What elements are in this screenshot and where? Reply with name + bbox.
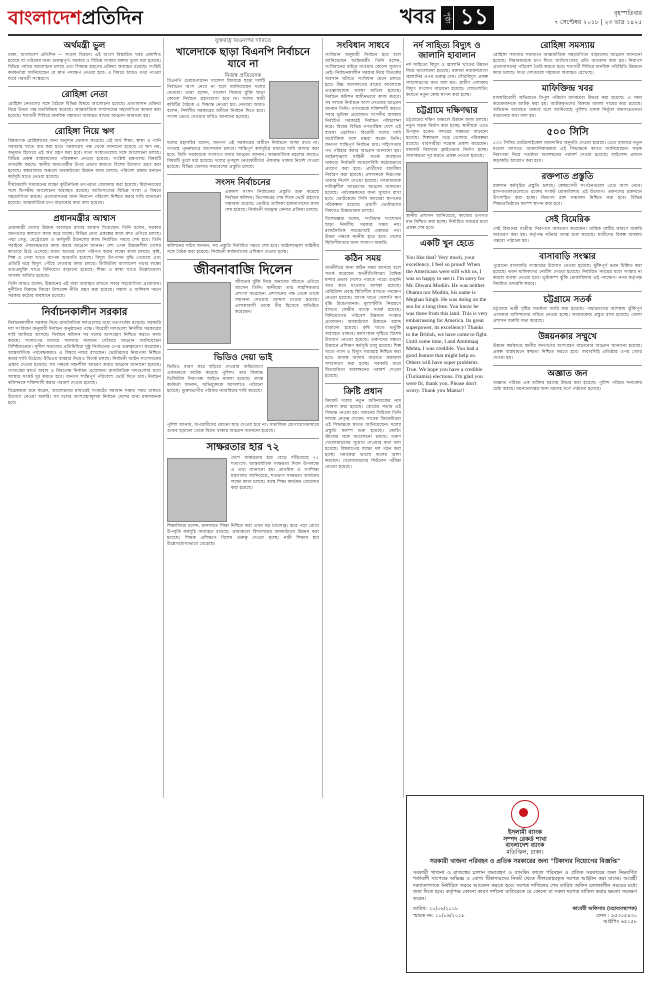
- section-name: খবর: [400, 3, 436, 28]
- article-text: রোহিঙ্গা সমস্যার সমাধানে আন্তর্জাতিক সহযোগিতা বাড়ানোর আহ্বান জানানো হয়েছে। মিয়ানমারকে চাপ দিতে জাতিসংঘের প্রতি আবেদন করা হয়। নিরাপদ প্রত্যাবাসনের পরিবেশ তৈরি করতে হবে। শরণার্থী শিবিরে মানবিক পরিস্থিতি উন্নয়নে কাজ চলছে। দাতা দেশগুলো সহায়তা অব্যাহত রেখেছে।: [493, 53, 642, 76]
- ad-dept: বাংলাদেশ ব্যাংক: [505, 842, 545, 849]
- article-text: সংবিধান অনুযায়ী নির্বাচন হবে বলে জানিয়েছেন আইনমন্ত্রী। তিনি বলেন, সংবিধানের বাইরে যাওয়ার কোনো সুযোগ নেই। নির্বাচনকালীন সরকার নিয়ে বিতর্কের অবসান ঘটাতে সংবিধান মেনে চলতে হবে। উচ্চ আদালতের রায়ের আলোকে তত্ত্বাবধায়ক ব্যবস্থা বাতিল হয়েছে। নির্বাচন কমিশন স্বাধীনভাবে কাজ করবে। সব দলকে নির্বাচনে অংশ নেওয়ার আহ্বান জানান তিনি। গণতন্ত্রকে শক্তিশালী করতে সবার ভূমিকা প্রয়োজন। সংসদীয় ব্যবস্থায় নির্বাচিত সরকারই নির্বাচন পরিচালনা করে। বিশ্বের বিভিন্ন গণতান্ত্রিক দেশে এই ব্যবস্থা প্রচলিত। বিরোধী দলের দাবি অযৌক্তিক বলে মন্তব্য করেন তিনি। জনগণ শান্তিপূর্ণ নির্বাচন চায়। সহিংসতার পথ পরিহার করার আহ্বান জানানো হয়। আইনশৃঙ্খলা বাহিনী সতর্ক অবস্থানে থাকবে। নির্বাচনী আচরণবিধি কঠোরভাবে প্রয়োগ করা হবে। প্রার্থীদের ব্যয়সীমা নির্ধারণ করা হয়েছে। প্রশাসনকে নিরপেক্ষ থাকার নির্দেশ দেওয়া হয়েছে। গণমাধ্যমকে দায়িত্বশীল আচরণের আহ্বান জানানো হয়েছে। পর্যবেক্ষকদের জন্য সুযোগ রাখা হবে। ভোটকেন্দ্রে সিসি ক্যামেরা স্থাপনের পরিকল্পনা রয়েছে। প্রবাসী ভোটারদের বিষয়েও চিন্তাভাবনা চলছে।: [325, 53, 401, 214]
- ref-label: স্মারক নং: [413, 912, 432, 919]
- article-text: জীবনের ঝুঁকি নিয়ে অন্যদের বাঁচাতে এগিয়ে আসেন তিনি। স্থানীয়রা তার সাহসিকতার প্রশংসা করেছেন। প্রশাসনের পক্ষ থেকে তাকে সম্মাননা দেওয়ার ঘোষণা দেওয়া হয়েছে। এলাকাবাসী তাকে বীর হিসেবে অভিহিত করেছেন।: [235, 280, 319, 315]
- ad-org: ইসলামী ব্যাংক: [507, 829, 543, 836]
- column-divider: [322, 38, 323, 798]
- article-text: কমিশনের সচিব জানান, সব প্রস্তুতি নির্ধারিত সময়ে শেষ হবে। আইনশৃঙ্খলা বাহিনীর সঙ্গে বৈঠক করা হয়েছে। নির্বাচনী কর্মকর্তাদের প্রশিক্ষণ দেওয়া হচ্ছে।: [167, 244, 319, 255]
- headline[interactable]: নর্দ সাহিত্য বিদ্যুৎ ও জালানি হাবালান: [413, 41, 481, 61]
- ad-branch: সম্পদ রেকর্ড শাখা: [503, 835, 547, 843]
- headline[interactable]: রোহিঙ্গা সমস্যায়: [540, 41, 595, 51]
- article-text: ৫০০ সিসির মোটরসাইকেল আমদানির অনুমতি দেওয়া হয়েছে। এতে বাজারে নতুন মডেল আসবে। আমদানিকারকরা এই সিদ্ধান্তকে স্বাগত জানিয়েছেন। সড়ক নিরাপত্তা নিয়ে সতর্কতা অবলম্বনের পরামর্শ দেওয়া হয়েছে। লাইসেন্স প্রদানে কড়াকড়ি আরোপ করা হবে।: [493, 141, 642, 164]
- article-text: প্রধানমন্ত্রী দেশের উন্নয়ন অব্যাহত রাখার আশ্বাস দিয়েছেন। তিনি বলেন, সরকার জনগণের কল্যাণে কাজ করে যাচ্ছে। বিভিন্ন মেগা প্রকল্পের কাজ দ্রুত এগিয়ে চলছে। পদ্মা সেতু, মেট্রোরেল ও কর্ণফুলী টানেলের কাজ নির্ধারিত সময়ে শেষ হবে। তিনি সবাইকে ঐক্যবদ্ধভাবে কাজ করার আহ্বান জানান। দেশ এখন উন্নয়নশীল দেশের কাতারে উঠে এসেছে। মধ্যম আয়ের দেশে পরিণত করার লক্ষ্যে কাজ চলছে। কৃষি, শিল্প ও সেবা খাতে ব্যাপক অগ্রগতি হয়েছে। বিদ্যুৎ উৎপাদন বৃদ্ধি পেয়েছে এবং প্রতিটি ঘরে বিদ্যুৎ পৌঁছে দেওয়ার কাজ চলছে। ডিজিটাল বাংলাদেশ গড়ার লক্ষ্যে তথ্যপ্রযুক্তি খাতে বিনিয়োগ বাড়ানো হয়েছে। শিক্ষা ও স্বাস্থ্য খাতে উল্লেখযোগ্য সাফল্য অর্জিত হয়েছে।: [8, 226, 161, 279]
- article-text: ক্রিকেট দলের নতুন অধিনায়কের নাম ঘোষণা করা হয়েছে। বোর্ডের সভায় এই সিদ্ধান্ত নেওয়া হয়। সামনের সিরিজে তিনি দলকে নেতৃত্ব দেবেন। সাবেক ক্রিকেটাররা এই সিদ্ধান্তকে স্বাগত জানিয়েছেন। দলের প্রস্তুতি ক্যাম্প শুরু হয়েছে। কোচিং স্টাফের সঙ্গে আলোচনা চলছে। তরুণ খেলোয়াড়দের সুযোগ দেওয়ার কথা বলা হয়েছে। বিশ্বকাপের লক্ষ্যে দল গঠন করা হচ্ছে। সমর্থকরা ভালো ফলের আশা করছেন। খেলোয়াড়দের ফিটনেস পরীক্ষা নেওয়া হয়েছে।: [325, 399, 401, 470]
- day: বৃহস্পতিবার: [614, 10, 642, 17]
- article-text: নির্বাচনকালীন সরকার নিয়ে রাজনৈতিক দলগুলোর মধ্যে মতপার্থক্য রয়েছে। সরকারি দল সংবিধান অনুযায়ী নির্বাচন অনুষ্ঠানের পক্ষে। বিরোধী দলগুলো নির্দলীয় সরকারের দাবি জানিয়ে আসছে। নির্বাচন কমিশন সব দলের অংশগ্রহণ নিশ্চিত করতে কাজ করছে। সংলাপের মাধ্যমে সমস্যার সমাধান খোঁজার আহ্বান জানিয়েছেন বিশিষ্টজনেরা। সুশীল সমাজের প্রতিনিধিরা সুষ্ঠু নির্বাচনের ওপর গুরুত্বারোপ করেছেন। আন্তর্জাতিক পর্যবেক্ষকরাও এ বিষয়ে নজর রাখছেন। ভোটারদের নিরাপত্তা নিশ্চিত করার দাবি উঠেছে। ইভিএম ব্যবহার নিয়েও বিতর্ক চলছে। নির্বাচনী আইন সংশোধনের প্রস্তাব দেওয়া হয়েছে। সব পক্ষকে সহনশীল আচরণ করার আহ্বান জানানো হয়েছে। গণতন্ত্রের স্বার্থে অবাধ ও নিরপেক্ষ নির্বাচন প্রয়োজন। রাজনৈতিক দলগুলোর মধ্যে আস্থার সংকট দূর করতে হবে। জনগণ শান্তিপূর্ণ পরিবেশে ভোট দিতে চায়। নির্বাচন কমিশনকে শক্তিশালী করার পরামর্শ দেওয়া হয়েছে।: [8, 321, 161, 386]
- article-text: পুলিশ জানায়, অপরাধীদের কোনো ছাড় দেওয়া হবে না। সামাজিক যোগাযোগমাধ্যমে গুজব ছড়ানো থেকে বিরত থাকার আহ্বান জানানো হয়েছে।: [167, 423, 319, 434]
- lead-headline[interactable]: খালেদাকে ছাড়া বিএনপি নির্বাচনে যাবে না: [176, 47, 310, 70]
- article-text: রোহিঙ্গা নেতাদের সঙ্গে বৈঠকে বিভিন্ন বিষয়ে আলোচনা হয়েছে। প্রত্যাবাসন প্রক্রিয়া নিয়ে উভয় পক্ষ মতবিনিময় করেছে। আন্তর্জাতিক সম্প্রদায়ের সহযোগিতা কামনা করা হয়েছে। শরণার্থী শিবিরে মানবিক সহায়তা অব্যাহত রাখার আহ্বান জানানো হয়।: [8, 102, 161, 119]
- section-header: [400, 3, 550, 30]
- article-text: উন্নয়ন কর্মকাণ্ডে স্থানীয় জনগণের অংশগ্রহণ বাড়ানোর আহ্বান জানানো হয়েছে। প্রকল্প বাস্তবায়নে স্বচ্ছতা নিশ্চিত করতে হবে। জবাবদিহি প্রতিষ্ঠার ওপর জোর দেওয়া হয়।: [493, 344, 642, 361]
- article-text: বিশ্লেষকরা মনে করেন, আলোচনার মাধ্যমেই সংকটের সমাধান সম্ভব। সময় থাকতে উদ্যোগ নেওয়া জরুরি। সব দলের অংশগ্রহণমূলক নির্বাচন দেশের জন্য মঙ্গলজনক হবে।: [8, 389, 161, 406]
- ad-title: সরকারী খাজনা পরিবহন ও প্রতিক সরকারের জন্য "টিকাদার নিয়োগের বিজ্ঞপ্তি": [429, 858, 621, 865]
- article-text: পুরোনো বাসাবাড়ি সংস্কারের উদ্যোগ নেওয়া হয়েছে। ঝুঁকিপূর্ণ ভবন চিহ্নিত করা হয়েছে। ভবন মালিকদের নোটিশ দেওয়া হয়েছে। নির্ধারিত সময়ের মধ্যে সংস্কার না করলে ব্যবস্থা নেওয়া হবে। ভূমিকম্প ঝুঁকি মোকাবিলায় এই পদক্ষেপ। নগর কর্তৃপক্ষ নিয়মিত তদারকি করবে।: [493, 264, 642, 287]
- article-text: স্থানীয় প্রশাসন জানিয়েছে, কাজের গুণগত মান নিশ্চিত করা হচ্ছে। নির্ধারিত সময়ের মধ্যে প্রকল্প শেষ হবে।: [406, 214, 488, 231]
- headline[interactable]: প্রধানমন্ত্রীর আশ্বাস: [53, 214, 116, 224]
- column-4: [406, 38, 642, 790]
- column-divider: [163, 38, 164, 798]
- article-text: বিশ্বব্যাংক রোহিঙ্গাদের জন্য অনুদান ঘোষণা করেছে। এই অর্থ শিক্ষা, স্বাস্থ্য ও পানি সরবরাহ খাতে ব্যয় করা হবে। সরকারের পক্ষ থেকে জানানো হয়েছে যে ঋণ নয়, অনুদান হিসেবে এই অর্থ গ্রহণ করা হবে। দাতা সংস্থাগুলোর সঙ্গে আলোচনা চলছে। বিভিন্ন প্রকল্প বাস্তবায়নের পরিকল্পনা নেওয়া হয়েছে। সংশ্লিষ্ট মন্ত্রণালয় বিষয়টি তদারকি করছে। স্থানীয় জনগোষ্ঠীর উপর প্রভাব কমাতে বিশেষ উদ্যোগ গ্রহণ করা হয়েছে। কক্সবাজার অঞ্চলে অবকাঠামো উন্নয়ন কাজ চলছে। পরিবেশ রক্ষায় বনায়ন কর্মসূচি হাতে নেওয়া হয়েছে।: [8, 139, 161, 180]
- page-number: ১১: [454, 6, 494, 30]
- headline[interactable]: কঠিন সময়: [344, 254, 382, 264]
- article-text: দলের মহাসচিব বলেন, জনগণ এই সরকারের অধীনে নির্বাচনে আস্থা রাখে না। গণতন্ত্র পুনরুদ্ধারে আন্দোলন চলবে। শান্তিপূর্ণ কর্মসূচির মাধ্যমে দাবি আদায় করা হবে। তিনি সরকারকে সংলাপে বসার আহ্বান জানান। আন্তর্জাতিক মহলের কাছেও বিষয়টি তুলে ধরা হয়েছে। দলের তৃণমূল নেতাকর্মীদের ঐক্যবদ্ধ থাকার নির্দেশ দেওয়া হয়েছে। বিভিন্ন জেলায় সমাবেশের প্রস্তুতি চলছে।: [167, 141, 319, 170]
- article-text: শিক্ষাবিদরা বলেন, মানসম্মত শিক্ষা নিশ্চিত করা এখন বড় চ্যালেঞ্জ। ঝরে পড়া রোধে উপবৃত্তি কর্মসূচি অব্যাহত রয়েছে। গ্রামাঞ্চলে বিদ্যালয়ের অবকাঠামো উন্নয়ন করা হয়েছে। শিক্ষক প্রশিক্ষণে বিশেষ গুরুত্ব দেওয়া হচ্ছে। নারী শিক্ষার হার উল্লেখযোগ্যভাবে বেড়েছে।: [167, 524, 319, 547]
- headline[interactable]: রোহিঙ্গা নেতা: [61, 90, 108, 100]
- article-text: নর্দ সাহিত্যে বিদ্যুৎ ও জ্বালানি খাতের উন্নয়ন নিয়ে আলোচনা হয়েছে। বক্তারা নবায়নযোগ্য জ্বালানির ওপর গুরুত্ব দেন। সৌরবিদ্যুৎ প্রকল্প সম্প্রসারণের কথা বলা হয়। গ্রামীণ এলাকায় বিদ্যুৎ সংযোগ বাড়ানো হয়েছে। লোডশেডিং কমাতে নতুন কেন্দ্র স্থাপন করা হচ্ছে।: [406, 63, 488, 98]
- article-text: চট্টগ্রামের দক্ষিণ অঞ্চলে উন্নয়ন কাজ চলছে। নতুন সড়ক নির্মাণ করা হচ্ছে। স্থানীয়রা এতে উপকৃত হবেন। বন্দরের সক্ষমতা বাড়ানো হয়েছে। শিল্পাঞ্চল গড়ে তোলার পরিকল্পনা রয়েছে। ব্যবসায়ীরা সন্তোষ প্রকাশ করেছেন। যানজট নিরসনে ফ্লাইওভার নির্মাণ হচ্ছে। জলাবদ্ধতা দূর করতে প্রকল্প নেওয়া হয়েছে।: [406, 118, 488, 159]
- article-text: রক্তদান কর্মসূচির প্রস্তুতি চলছে। স্বেচ্ছাসেবী সংগঠনগুলো এতে অংশ নেবে। হাসপাতালগুলোতে রক্তের সংকট মোকাবিলায় এই উদ্যোগ। তরুণদের রক্তদানে উৎসাহিত করা হচ্ছে। নিরাপদ রক্ত সঞ্চালন নিশ্চিত করা হবে। বিভিন্ন শিক্ষাপ্রতিষ্ঠানে ক্যাম্প স্থাপন করা হবে।: [493, 184, 642, 207]
- headline[interactable]: সেই বিমেরিক: [545, 215, 590, 225]
- headline[interactable]: ৫০০ সিসি: [546, 127, 589, 138]
- ad-city: মতিঝিল, ঢাকা।: [506, 848, 544, 856]
- column-divider: [403, 38, 404, 798]
- ad-notice: সরকারী খাজনা ও রাজস্বের চালান জমাগ্রহণ ও ব্যাংকিং কাজে পরিবহন ও প্রতিক সরকারের জন্য নিম্নবর্ণিত শর্তাবলী সাপেক্ষে অভিজ্ঞ ও যোগ্য টিকাদারদের নিকট থেকে সীলমোহরকৃত দরপত্র আহ্বান করা যাচ্ছে। আগ্রহী দরদাতাগণকে নির্ধারিত ফরমে আবেদন করতে হবে। দরপত্র দাখিলের শেষ তারিখ অফিস চলাকালীন সময়ের মধ্যে জমা দিতে হবে। কর্তৃপক্ষ কোনো কারণ দর্শানো ব্যতিরেকে যে কোনো বা সকল দরপত্র বাতিল করার ক্ষমতা সংরক্ষণ করেন।: [413, 869, 637, 902]
- news-photo: [167, 192, 221, 242]
- byline: নিজস্ব প্রতিবেদক: [224, 73, 262, 79]
- news-photo: [269, 81, 319, 139]
- news-photo: [267, 367, 319, 421]
- page-label: পৃষ্ঠা: [441, 6, 453, 30]
- ad-phone: ফোন : ৯৫৩০৫৪৩০: [596, 912, 637, 919]
- ad-signer: কার্যেরী অফিসার (মহাব্যবস্থাপক): [572, 906, 637, 912]
- headline[interactable]: অর্থমন্ত্রী ভুল: [63, 41, 106, 51]
- column-3: [325, 38, 401, 853]
- headline[interactable]: একটি খুন হেতে: [420, 239, 474, 249]
- article-text: একাদশ সংসদ নির্বাচনের প্রস্তুতি শুরু করেছে নির্বাচন কমিশন। ডিসেম্বরের শেষ দিকে ভোট গ্রহণের সম্ভাবনা রয়েছে। ভোটার তালিকা হালনাগাদের কাজ শেষ হয়েছে। নির্বাচনী সরঞ্জাম কেনার প্রক্রিয়া চলছে।: [225, 190, 319, 213]
- headline[interactable]: রক্তপাত প্রস্তুতি: [541, 172, 594, 182]
- date-value: ২০/০৬/২০১৮: [428, 906, 459, 912]
- column-1: [8, 38, 161, 853]
- headline[interactable]: উন্নয়নকার সম্মুখে: [538, 332, 597, 342]
- headline[interactable]: বাসাবাড়ি সংস্কার: [539, 252, 596, 262]
- ref-value: ১০/০৬/২০১৮: [435, 912, 465, 919]
- headline[interactable]: জীবনাবাজি দিলেন: [193, 263, 293, 278]
- article-text: অজ্ঞাত পরিচয় এক ব্যক্তির মরদেহ উদ্ধার করা হয়েছে। পুলিশ পরিচয় শনাক্তের চেষ্টা করছে। ময়নাতদন্তের জন্য মরদেহ মর্গে পাঠানো হয়েছে।: [493, 381, 642, 392]
- headline[interactable]: রোহিঙ্গা নিয়ে ঋণ: [54, 127, 115, 137]
- ad-code: আইপিঃ ৬৫১৫৮: [603, 919, 637, 925]
- tender-advertisement: ইসলামী ব্যাংক সম্পদ রেকর্ড শাখা বাংলাদেশ ব্যাংক মতিঝিল, ঢাকা। সরকারী খাজনা পরিবহন ও প্রতিক সরকারের জন্য "টিকাদার নিয়োগের বিজ্ঞপ্তি" সরকারী খাজনা ও রাজস্বের চালান জমাগ্রহণ ও ব্যাংকিং কাজে পরিবহন ও প্রতিক সরকারের জন্য নিম্নবর্ণিত শর্তাবলী সাপেক্ষে অভিজ্ঞ ও যোগ্য টিকাদারদের নিকট থেকে সীলমোহরকৃত দরপত্র আহ্বান করা যাচ্ছে। আগ্রহী দরদাতাগণকে নির্ধারিত ফরমে আবেদন করতে হবে। দরপত্র দাখিলের শেষ তারিখ অফিস চলাকালীন সময়ের মধ্যে জমা দিতে হবে। কর্তৃপক্ষ কোনো কারণ দর্শানো ব্যতিরেকে যে কোনো বা সকল দরপত্র বাতিল করার ক্ষমতা সংরক্ষণ করেন। তারিখ: ২০/০৬/২০১৮ স্মারক নং: ১০/০৬/২০১৮ কার্যেরী অফিসার (মহাব্যবস্থাপক) ফোন : ৯৫৩০৫৪৩০ আইপিঃ ৬৫১৫৮: [406, 795, 644, 973]
- date-line: ৭ সেপ্টেম্বর ২০১৮ | ২৩ ভাদ্র ১৪২৫: [554, 19, 642, 26]
- headline[interactable]: সংসদ নির্বাচনের: [215, 178, 271, 188]
- article-text: তিনি আরও বলেন, উন্নয়নের এই ধারা অব্যাহত রাখতে সবার সহযোগিতা প্রয়োজন। দুর্নীতির বিরুদ্ধে জিরো টলারেন্স নীতি গ্রহণ করা হয়েছে। সন্ত্রাস ও জঙ্গিবাদ দমনে সরকার কঠোর অবস্থানে রয়েছে।: [8, 282, 161, 299]
- article-text: দেশে সাক্ষরতার হার বেড়ে দাঁড়িয়েছে ৭২ শতাংশে। আন্তর্জাতিক সাক্ষরতা দিবস উপলক্ষে এ তথ্য জানানো হয়। প্রাথমিক ও গণশিক্ষা মন্ত্রণালয় জানিয়েছে, শতভাগ সাক্ষরতা অর্জনের লক্ষ্যে কাজ চলছে। বয়স্ক শিক্ষা কার্যক্রম জোরদার করা হয়েছে।: [231, 456, 319, 491]
- newspaper-logo[interactable]: [8, 4, 143, 36]
- article-text: দীর্ঘমেয়াদি সমাধানের লক্ষ্যে কূটনৈতিক তৎপরতা জোরদার করা হয়েছে। মিয়ানমারের সঙ্গে দ্বিপক্ষীয় আলোচনা অব্যাহত রয়েছে। জাতিসংঘের বিভিন্ন সংস্থা এ বিষয়ে সহযোগিতা করছে। প্রত্যাবাসনের জন্য নিরাপদ পরিবেশ নিশ্চিত করার দাবি জানানো হয়েছে। আন্তর্জাতিক চাপ বাড়ানোর কথা বলা হয়েছে।: [8, 183, 161, 206]
- article-text: বিএনপি চেয়ারপারসন খালেদা জিয়াকে ছাড়া দলটি নির্বাচনে অংশ নেবে না বলে জানিয়েছেন দলের নেতারা। তারা বলেন, খালেদা জিয়ার মুক্তি ছাড়া কোনো নির্বাচন গ্রহণযোগ্য হবে না। দলের স্থায়ী কমিটির বৈঠকে এ সিদ্ধান্ত নেওয়া হয়। নেতারা আরও বলেন, নির্দলীয় সরকারের অধীনে নির্বাচন দিতে হবে। সংসদ ভেঙে দেওয়ার দাবিও জানানো হয়েছে।: [167, 79, 265, 120]
- headline[interactable]: নির্বাচনকালীন সরকার: [41, 307, 128, 318]
- news-photo: [167, 282, 231, 344]
- article-text: ভিডিও ধারণ করে ছড়িয়ে দেওয়ার অভিযোগে একজনকে আটক করেছে পুলিশ। তার বিরুদ্ধে ডিজিটাল নিরাপত্তা আইনে মামলা হয়েছে। তদন্ত কর্মকর্তা জানান, অভিযুক্তকে আদালতে পাঠানো হয়েছে। ভুক্তভোগীর পরিবার ন্যায়বিচার দাবি করেছে।: [167, 365, 263, 394]
- headline[interactable]: সাক্ষরতার হার ৭২: [206, 442, 280, 453]
- headline[interactable]: চট্টগ্রামে সতর্ক: [543, 295, 592, 305]
- headline[interactable]: অজ্ঞাত জন: [547, 369, 588, 379]
- date-box: [554, 9, 642, 27]
- article-text: সেই বিমানের যাত্রীরা নিরাপদে অবতরণ করেছেন। যান্ত্রিক ত্রুটির কারণে জরুরি অবতরণ করা হয়। কর্তৃপক্ষ ঘটনার তদন্ত শুরু করেছে। যাত্রীদের বিকল্প ব্যবস্থায় গন্তব্যে পাঠানো হয়।: [493, 227, 642, 244]
- headline[interactable]: মাফিক্তিন্দ্র খবর: [541, 84, 594, 94]
- article-text: চট্টগ্রামে ভারী বৃষ্টির সতর্কতা জারি করা হয়েছে। পাহাড়ধসের আশঙ্কায় ঝুঁকিপূর্ণ এলাকার বাসিন্দাদের সরিয়ে নেওয়া হচ্ছে। আশ্রয়কেন্দ্র প্রস্তুত রাখা হয়েছে। জেলা প্রশাসন জরুরি সভা করেছে।: [493, 307, 642, 324]
- logo-part2: প্রতিদিন: [81, 7, 144, 29]
- column-2: [167, 38, 319, 853]
- date-label: তারিখ: [413, 906, 426, 912]
- english-insert: You like that? Very much, your excellency. I feel so proud! When the Americans were still with us, I was so happy to see it. I'm sorry for Mr. Diwani Modiin. He was neither Obama nor Modiin, his name is Meghan Singh. He was doing on the sea for a long time. You know he was three from this land. This is very embarrassing for America. Its great superpower, its excellency! Thanks to the British, we have come to fight. Until some time, I and Amitmaaj Mehta, I was credible. You had a good feature that might help us. Others will have super problems. True. We hope you have a credible (Tuckamia) elections. I'm glad you were fit, thank you. Please don't worry. Thank you Mama!!: [406, 254, 488, 394]
- headline[interactable]: সংবিধান সাধবে: [336, 41, 390, 51]
- masthead: [8, 4, 642, 36]
- article-text: বিশেষজ্ঞরা বলেন, সংবিধান সংশোধন ছাড়া নির্দলীয় সরকার সম্ভব নয়। রাজনৈতিক সমঝোতাই একমাত্র পথ। উভয় পক্ষকে নমনীয় হতে হবে। দেশের স্থিতিশীলতার জন্য সংলাপ জরুরি।: [325, 217, 401, 246]
- article-text: মাদকবিরোধী অভিযানে বিপুল পরিমাণ মাদকদ্রব্য উদ্ধার করা হয়েছে। এ সময় কয়েকজনকে আটক করা হয়। আটককৃতদের বিরুদ্ধে মামলা দায়ের করা হয়েছে। অভিযান অব্যাহত থাকবে বলে জানিয়েছে পুলিশ। মাদক নির্মূলে জনসচেতনতা বাড়ানোর কথা বলা হয়।: [493, 96, 642, 119]
- headline[interactable]: চট্টগ্রামে দক্ষিণদ্বার: [416, 106, 478, 116]
- kicker: যুক্তরাষ্ট্র বিএনপির দাবিতে: [214, 38, 272, 44]
- news-photo: [406, 162, 488, 212]
- logo-part1: বাংলাদেশ: [8, 7, 82, 29]
- headline[interactable]: ক্রিষ্টি প্রধান: [343, 387, 383, 397]
- news-photo: [167, 458, 227, 522]
- headline[interactable]: ভিডিও দেয়া ভাই: [213, 353, 273, 363]
- article-text: ঢাকা, বাংলাদেশ প্রতিদিন — সংবাদ বিবরণ। এই অংশে বিস্তারিত খবর প্রকাশিত হয়েছে যা পাঠকের জন্য গুরুত্বপূর্ণ। সরকার ও বিভিন্ন সংস্থার বক্তব্য তুলে ধরা হয়েছে। বিভিন্ন পর্যায়ে আলোচনা চলছে এবং সিদ্ধান্ত গ্রহণের প্রক্রিয়া অব্যাহত রয়েছে। সংশ্লিষ্ট কর্মকর্তারা জানিয়েছেন যে দ্রুত পদক্ষেপ নেওয়া হবে। এ বিষয়ে আরও তথ্য পাওয়া যাবে পরবর্তী সংস্করণে।: [8, 53, 161, 82]
- article-text: অর্থনীতির জন্য কঠিন সময় আসছে বলে সতর্ক করেছেন অর্থনীতিবিদরা। বৈশ্বিক মন্দার প্রভাব দেশেও পড়তে পারে। রপ্তানি আয় কমে যাওয়ার আশঙ্কা রয়েছে। রেমিট্যান্স প্রবাহ স্থিতিশীল রাখতে পদক্ষেপ নেওয়া হয়েছে। ব্যাংক খাতে খেলাপি ঋণ বৃদ্ধি উদ্বেগজনক। মূল্যস্ফীতি নিয়ন্ত্রণে রাখতে কেন্দ্রীয় ব্যাংক সতর্ক রয়েছে। বিনিয়োগের পরিবেশ উন্নয়নে সংস্কার প্রয়োজন। অবকাঠামো উন্নয়নে বরাদ্দ বাড়ানো হয়েছে। কৃষি খাতে ভর্তুকি অব্যাহত থাকবে। কর্মসংস্থান সৃষ্টিতে বিশেষ উদ্যোগ নেওয়া হয়েছে। তরুণদের দক্ষতা উন্নয়নে প্রশিক্ষণ কর্মসূচি চালু রয়েছে। শিল্প খাতে গ্যাস ও বিদ্যুৎ সরবরাহ নিশ্চিত করা হবে। রাজস্ব আদায় বাড়াতে করজাল সম্প্রসারণ করা হচ্ছে। সরকারি ব্যয়ে মিতব্যয়িতা অবলম্বনের পরামর্শ দেওয়া হয়েছে।: [325, 266, 401, 379]
- bank-logo: [511, 800, 539, 828]
